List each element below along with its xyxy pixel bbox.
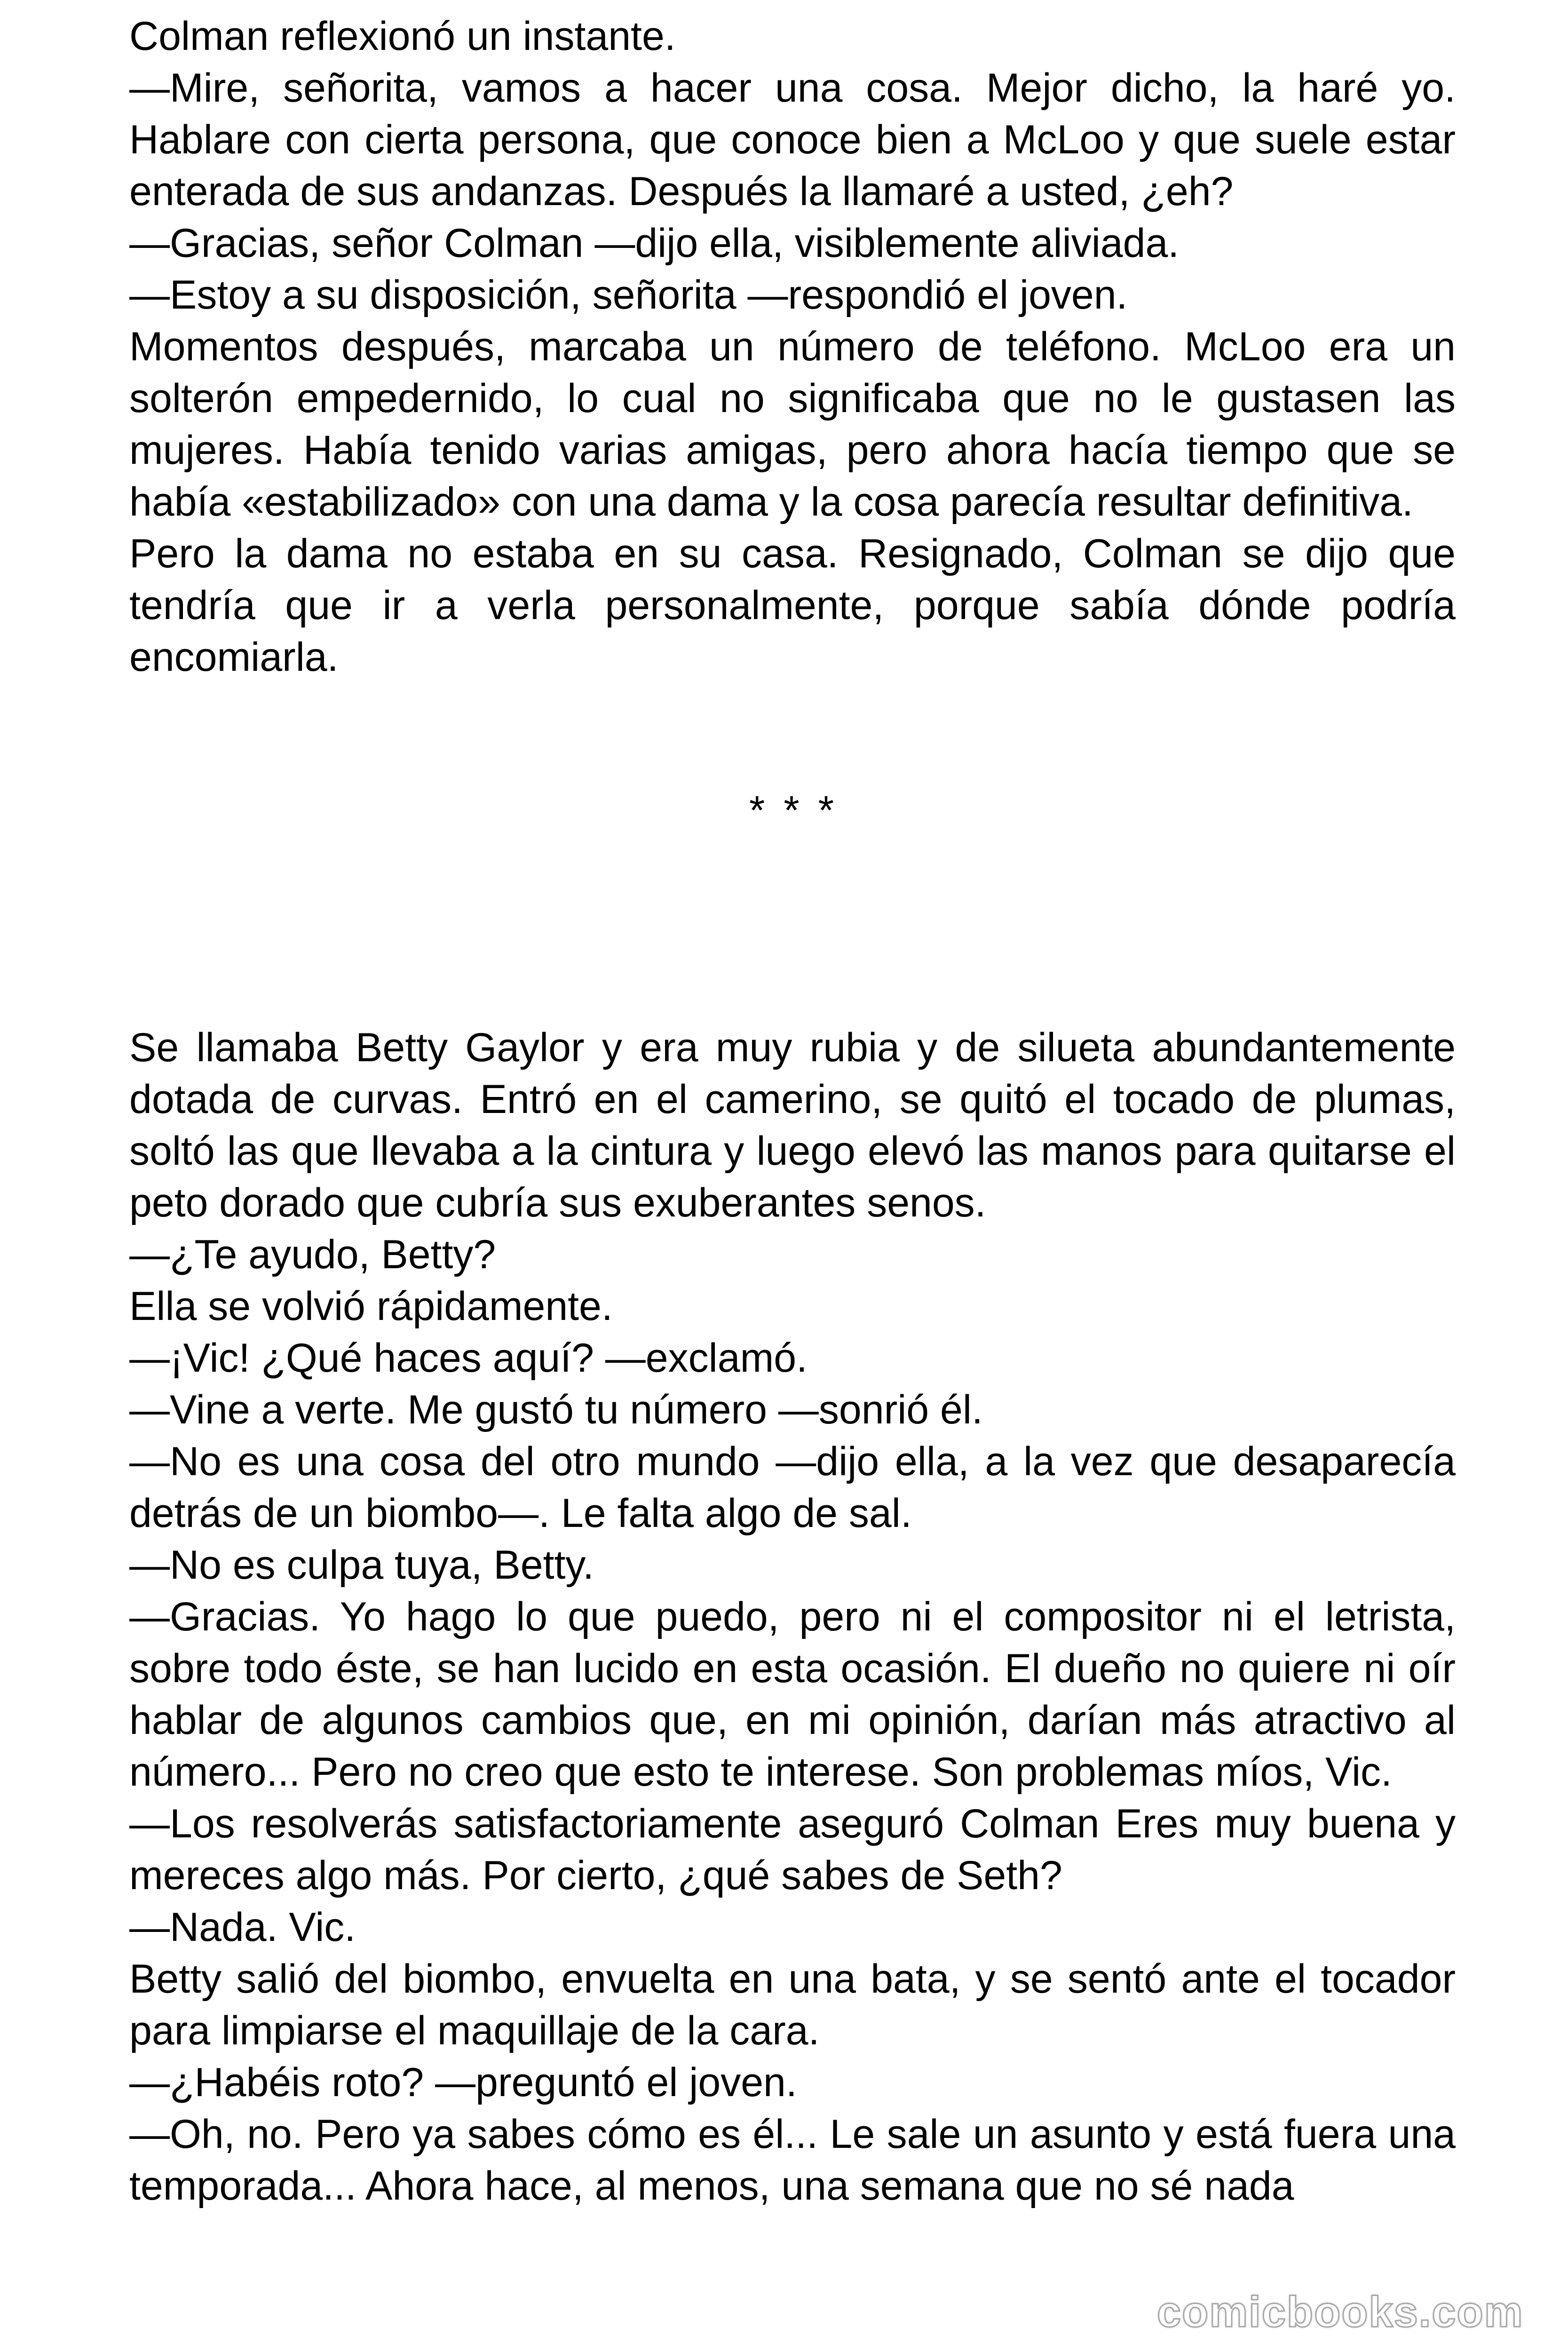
paragraph: —¡Vic! ¿Qué haces aquí? —exclamó. xyxy=(129,1335,808,1381)
paragraph: —Estoy a su disposición, señorita —respondió el joven. xyxy=(129,272,1128,318)
paragraph: —No es una cosa del otro mundo —dijo ella, a la vez que desaparecía detrás de un biombo—. Le falta algo de sal. xyxy=(129,1439,1456,1536)
paragraph: —Vine a verte. Me gustó tu número —sonrió él. xyxy=(129,1387,983,1432)
paragraph: Se llamaba Betty Gaylor y era muy rubia y de silueta abundantemente dotada de curvas. Entró en el camerino, se quitó el tocado de plumas, soltó las que llevaba a la cintura y luego elevó las manos para quitarse el peto dorado que cubría sus exuberantes senos. xyxy=(129,1025,1456,1225)
paragraph: —Nada. Vic. xyxy=(129,1905,356,1950)
paragraph: —Oh, no. Pero ya sabes cómo es él... Le sale un asunto y está fuera una temporada... Ahora hace, al menos, una semana que no sé nada xyxy=(129,2112,1456,2209)
paragraph: Ella se volvió rápidamente. xyxy=(129,1284,613,1329)
paragraph: Pero la dama no estaba en su casa. Resignado, Colman se dijo que tendría que ir a verla personalmente, porque sabía dónde podría encomiarla. xyxy=(129,531,1456,680)
paragraph: —Gracias, señor Colman —dijo ella, visiblemente aliviada. xyxy=(129,221,1180,266)
text-block-one xyxy=(129,10,1456,683)
paragraph: —¿Habéis roto? —preguntó el joven. xyxy=(129,2060,797,2105)
watermark-logo: comicbooks.com xyxy=(1157,2288,1524,2336)
scene-separator: * * * xyxy=(749,788,838,833)
paragraph: —¿Te ayudo, Betty? xyxy=(129,1232,496,1277)
paragraph: —Los resolverás satisfactoriamente aseguró Colman Eres muy buena y mereces algo más. Por cierto, ¿qué sabes de Seth? xyxy=(129,1801,1456,1898)
text-block-two xyxy=(129,1022,1456,2212)
paragraph: —Mire, señorita, vamos a hacer una cosa. Mejor dicho, la haré yo. Hablare con cierta persona, que conoce bien a McLoo y que suele estar enterada de sus andanzas. Después la llamaré a usted, ¿eh? xyxy=(129,65,1456,214)
paragraph: —Gracias. Yo hago lo que puedo, pero ni el compositor ni el letrista, sobre todo éste, se han lucido en esta ocasión. El dueño no quiere ni oír hablar de algunos cambios que, en mi opinión, darían más atractivo al número... Pero no creo que esto te interese. Son problemas míos, Vic. xyxy=(129,1594,1456,1795)
paragraph: Momentos después, marcaba un número de teléfono. McLoo era un solterón empedernido, lo cual no significaba que no le gustasen las mujeres. Había tenido varias amigas, pero ahora hacía tiempo que se había «estabilizado» con una dama y la cosa parecía resultar definitiva. xyxy=(129,324,1456,524)
paragraph: Betty salió del biombo, envuelta en una bata, y se sentó ante el tocador para limpiarse el maquillaje de la cara. xyxy=(129,1956,1456,2053)
paragraph: —No es culpa tuya, Betty. xyxy=(129,1542,594,1588)
paragraph: Colman reflexionó un instante. xyxy=(129,14,676,59)
